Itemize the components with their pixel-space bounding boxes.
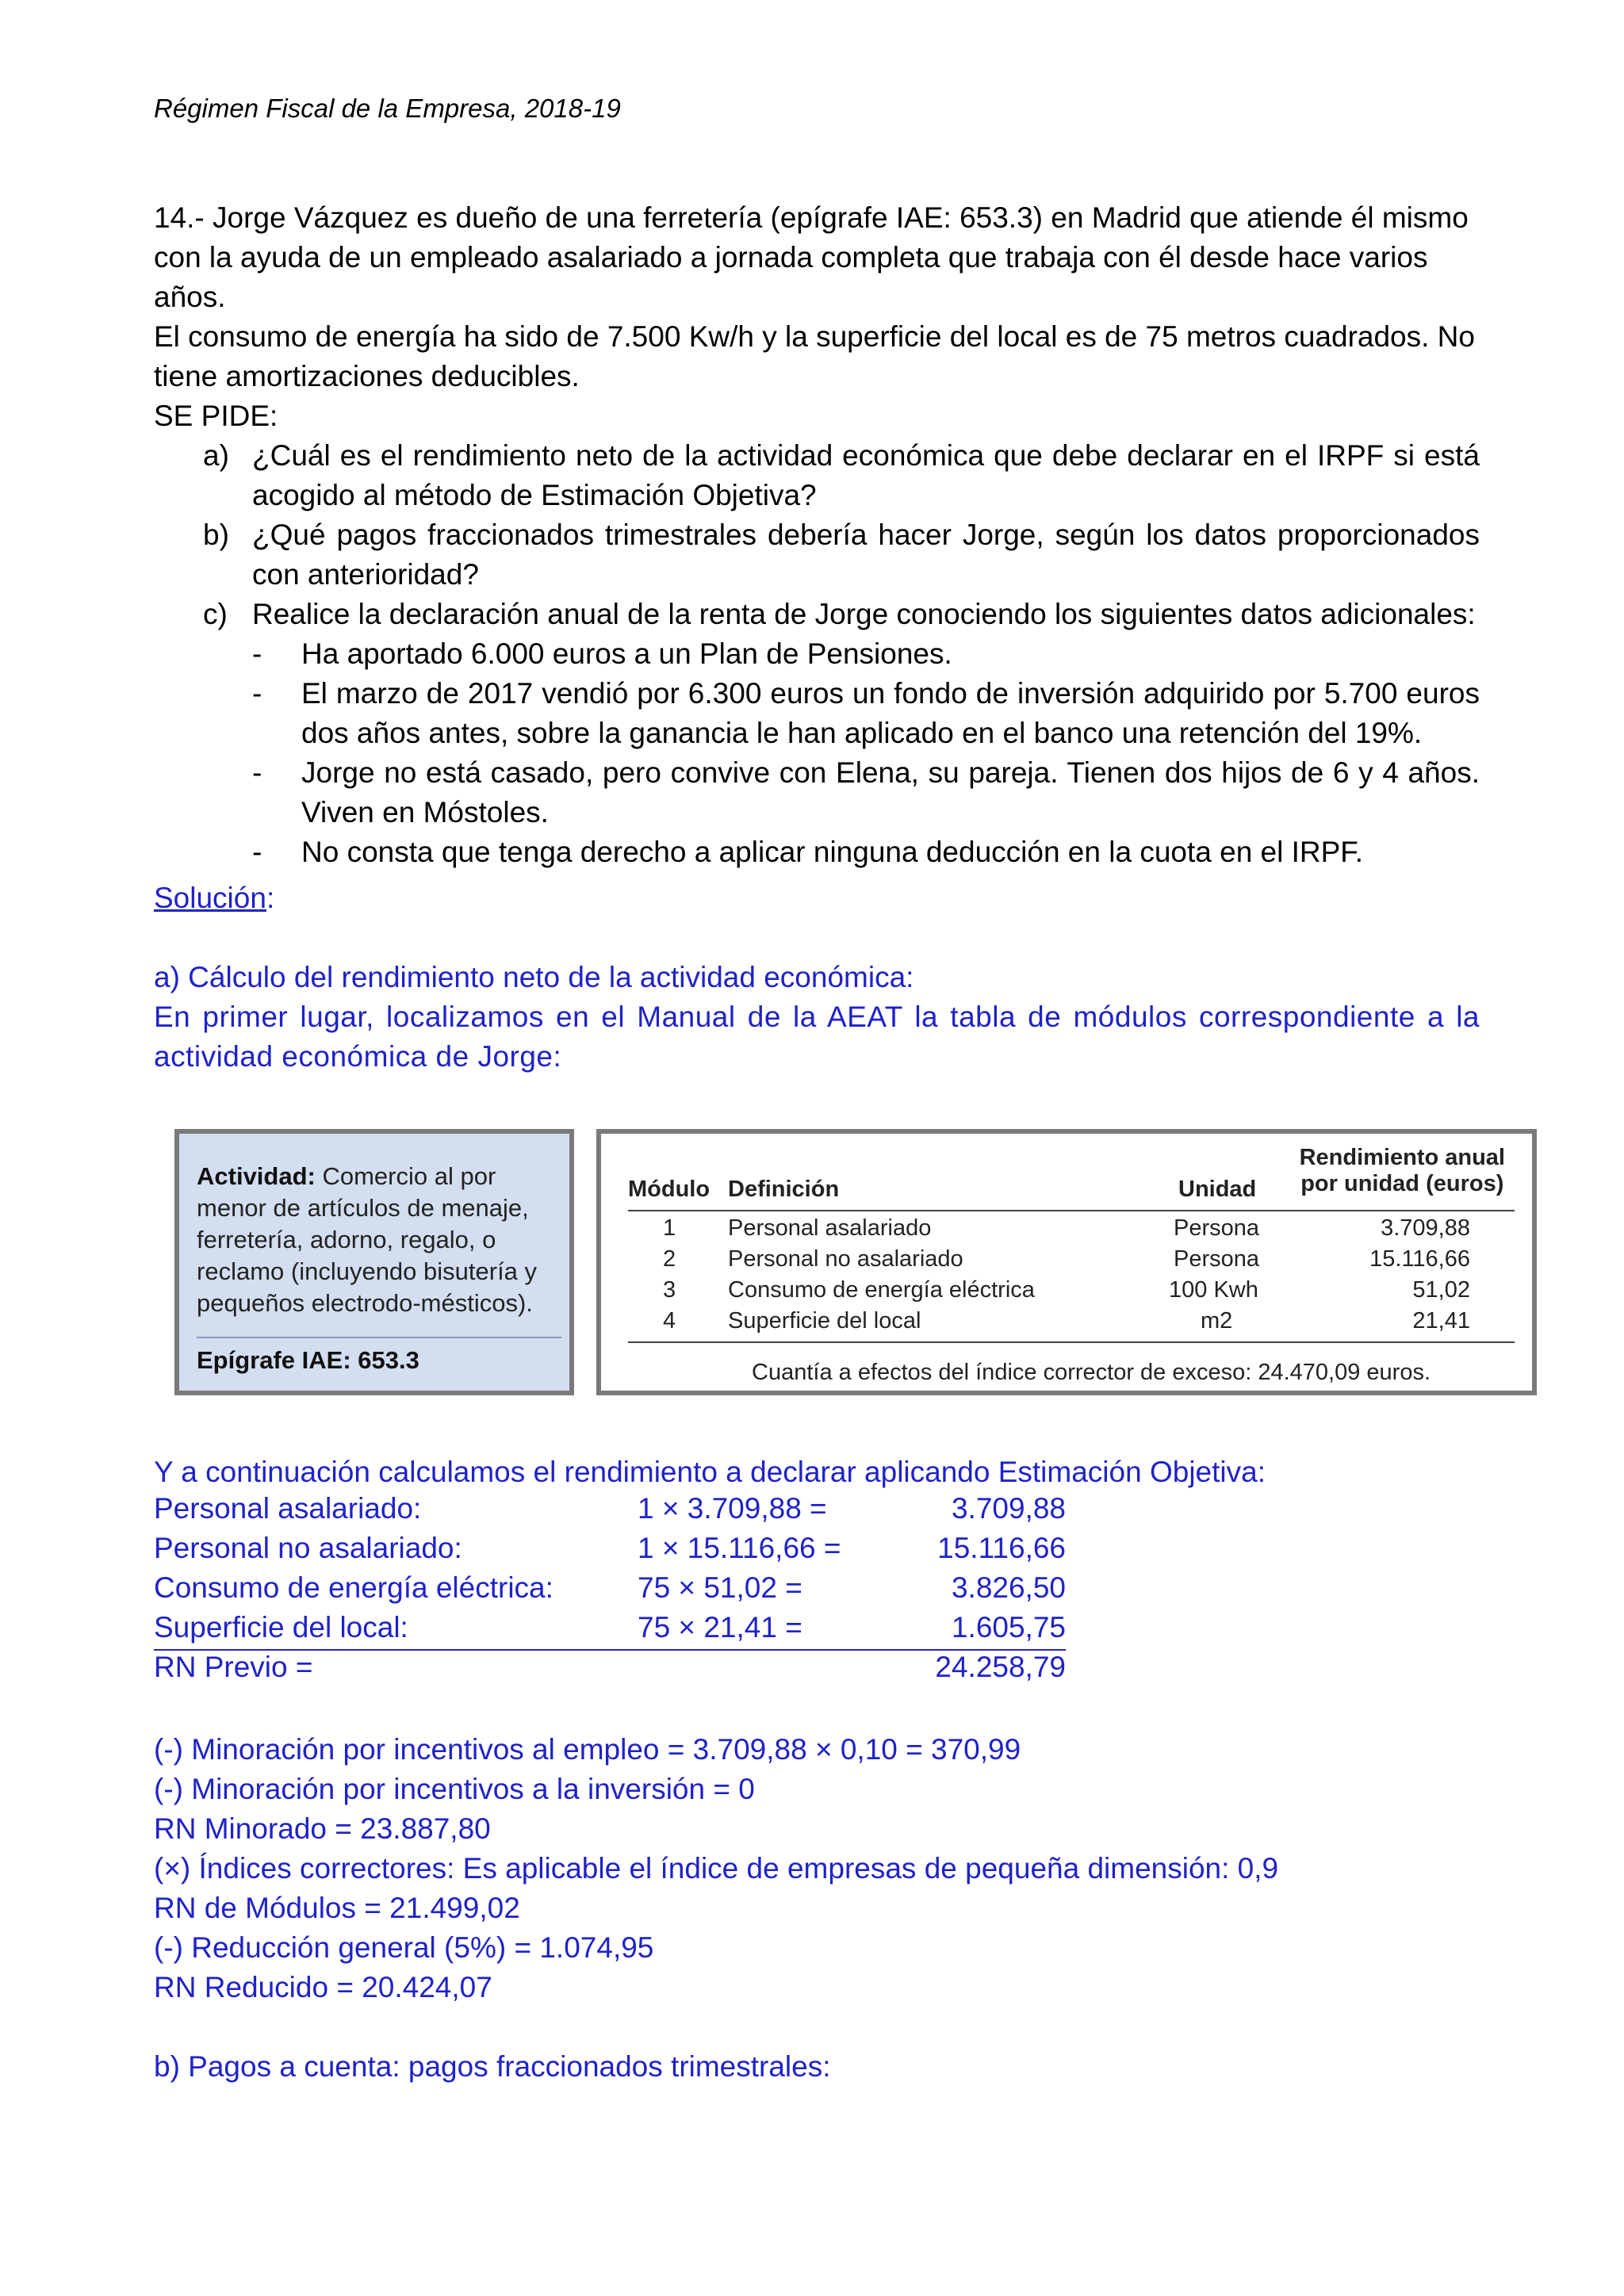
dash-text: Ha aportado 6.000 euros a un Plan de Pensiones. <box>301 637 952 670</box>
footer-rule <box>628 1341 1515 1343</box>
cell-rendimiento: 3.709,88 <box>1381 1215 1470 1241</box>
activity-label: Actividad: <box>197 1162 316 1190</box>
modules-table <box>596 1129 1537 1395</box>
dash-item <box>154 674 1480 753</box>
activity-text: Comercio al por menor de artículos de menaje, ferretería, adorno, regalo, o reclamo (incluyendo bisutería y pequeños electrodo-mésticos). <box>197 1162 538 1317</box>
calc-value: 3.826,50 <box>951 1571 1066 1604</box>
rn-previo-row <box>154 1651 1066 1690</box>
section-b-title: b) Pagos a cuenta: pagos fraccionados trimestrales: <box>154 2050 831 2083</box>
header-rendimiento <box>1300 1145 1505 1197</box>
calc-step: RN de Módulos = 21.499,02 <box>154 1892 520 1924</box>
solution-heading <box>154 878 1480 918</box>
dash-bullet: - <box>252 637 262 670</box>
calc-row <box>154 1492 1066 1532</box>
calc-row <box>154 1532 1066 1571</box>
dash-bullet: - <box>252 836 262 868</box>
calc-step: (-) Reducción general (5%) = 1.074,95 <box>154 1931 654 1964</box>
calc-value: 1.605,75 <box>951 1611 1066 1644</box>
calc-value: 15.116,66 <box>937 1532 1066 1564</box>
cell-rendimiento: 51,02 <box>1412 1277 1470 1303</box>
se-pide-heading: SE PIDE: <box>154 400 278 432</box>
calc-operation: 1 × 3.709,88 = <box>638 1492 827 1525</box>
rn-previo-value: 24.258,79 <box>935 1651 1066 1683</box>
intro-line: tiene amortizaciones deducibles. <box>154 360 580 392</box>
calc-operation: 75 × 51,02 = <box>638 1571 802 1604</box>
cell-modulo: 2 <box>663 1246 676 1272</box>
header-definicion: Definición <box>728 1177 840 1202</box>
activity-box <box>174 1129 574 1395</box>
calc-step: (-) Minoración por incentivos al empleo = 3.709,88 × 0,10 = 370,99 <box>154 1733 1021 1766</box>
cell-rendimiento: 15.116,66 <box>1369 1246 1470 1272</box>
calc-label: Consumo de energía eléctrica: <box>154 1571 553 1604</box>
additional-data-list <box>154 634 1480 872</box>
cell-modulo: 1 <box>663 1215 676 1241</box>
calc-label: Personal no asalariado: <box>154 1532 462 1564</box>
dash-item <box>154 634 1480 674</box>
header-rule <box>628 1210 1515 1211</box>
calc-step: (-) Minoración por incentivos a la inversión = 0 <box>154 1773 755 1805</box>
cell-definicion: Consumo de energía eléctrica <box>728 1277 1035 1303</box>
section-a-intro: En primer lugar, localizamos en el Manual de la AEAT la tabla de módulos correspondiente a la actividad económica de Jorge: <box>154 1001 1480 1073</box>
running-header: Régimen Fiscal de la Empresa, 2018-19 <box>154 94 621 123</box>
question-letter: c) <box>203 598 228 630</box>
calc-label: Superficie del local: <box>154 1611 408 1644</box>
header-rendimiento-line2: por unidad (euros) <box>1300 1171 1504 1196</box>
question-text: ¿Qué pagos fraccionados trimestrales debería hacer Jorge, según los datos proporcionados con anterioridad? <box>252 519 1480 591</box>
calc-label: Personal asalariado: <box>154 1492 422 1525</box>
question-text: Realice la declaración anual de la renta de Jorge conociendo los siguientes datos adicionales: <box>252 598 1476 630</box>
question-list <box>154 436 1480 634</box>
calc-value: 3.709,88 <box>951 1492 1066 1525</box>
problem-statement <box>154 198 1480 872</box>
dash-bullet: - <box>252 677 262 710</box>
question-item <box>203 595 1480 634</box>
calc-intro: Y a continuación calculamos el rendimiento a declarar aplicando Estimación Objetiva: <box>154 1456 1266 1488</box>
header-unidad: Unidad <box>1178 1177 1257 1202</box>
question-item <box>203 515 1480 595</box>
solution-colon: : <box>266 882 275 914</box>
cell-rendimiento: 21,41 <box>1412 1308 1470 1334</box>
cell-definicion: Personal asalariado <box>728 1215 932 1241</box>
table-footnote: Cuantía a efectos del índice corrector de exceso: 24.470,09 euros. <box>752 1360 1431 1385</box>
cell-unidad: Persona <box>1174 1246 1260 1272</box>
activity-separator <box>197 1337 561 1338</box>
dash-text: No consta que tenga derecho a aplicar ninguna deducción en la cuota en el IRPF. <box>301 836 1364 868</box>
header-modulo: Módulo <box>628 1177 710 1202</box>
cell-modulo: 4 <box>663 1308 676 1334</box>
intro-line: El consumo de energía ha sido de 7.500 Kw/h y la superficie del local es de 75 metros cuadrados. No <box>154 320 1475 353</box>
dash-item <box>154 832 1480 872</box>
question-letter: b) <box>203 519 229 551</box>
calc-step: (×) Índices correctores: Es aplicable el índice de empresas de pequeña dimensión: 0,9 <box>154 1852 1279 1885</box>
question-item <box>203 436 1480 515</box>
section-a-title: a) Cálculo del rendimiento neto de la actividad económica: <box>154 961 914 993</box>
cell-definicion: Personal no asalariado <box>728 1246 963 1272</box>
rn-previo-label: RN Previo = <box>154 1651 313 1683</box>
cell-unidad: 100 Kwh <box>1169 1277 1258 1303</box>
cell-definicion: Superficie del local <box>728 1308 921 1334</box>
intro-line: 14.- Jorge Vázquez es dueño de una ferretería (epígrafe IAE: 653.3) en Madrid que atiende él mismo <box>154 201 1469 234</box>
solution-label: Solución <box>154 882 266 914</box>
cell-modulo: 3 <box>663 1277 676 1303</box>
calc-row <box>154 1571 1066 1611</box>
calc-step: RN Reducido = 20.424,07 <box>154 1971 492 2003</box>
header-rendimiento-line1: Rendimiento anual <box>1299 1145 1505 1170</box>
question-letter: a) <box>203 439 229 472</box>
cell-unidad: Persona <box>1174 1215 1260 1241</box>
dash-text: El marzo de 2017 vendió por 6.300 euros un fondo de inversión adquirido por 5.700 euros dos años antes, sobre la ganancia le han aplicado en el banco una retención del 19%. <box>301 677 1480 749</box>
calc-step: RN Minorado = 23.887,80 <box>154 1812 491 1845</box>
dash-bullet: - <box>252 756 262 789</box>
calc-operation: 1 × 15.116,66 = <box>638 1532 841 1564</box>
question-text: ¿Cuál es el rendimiento neto de la actividad económica que debe declarar en el IRPF si está acogido al método de Estimación Objetiva? <box>252 439 1480 511</box>
dash-text: Jorge no está casado, pero convive con Elena, su pareja. Tienen dos hijos de 6 y 4 años. Viven en Móstoles. <box>301 756 1480 828</box>
calc-row <box>154 1611 1066 1651</box>
calc-operation: 75 × 21,41 = <box>638 1611 802 1644</box>
dash-item <box>154 753 1480 832</box>
activity-description <box>197 1161 561 1319</box>
calc-steps <box>154 1730 1480 2007</box>
epigrafe-label: Epígrafe IAE: 653.3 <box>197 1346 419 1374</box>
cell-unidad: m2 <box>1201 1308 1233 1334</box>
intro-line: con la ayuda de un empleado asalariado a jornada completa que trabaja con él desde hace varios años. <box>154 241 1428 313</box>
